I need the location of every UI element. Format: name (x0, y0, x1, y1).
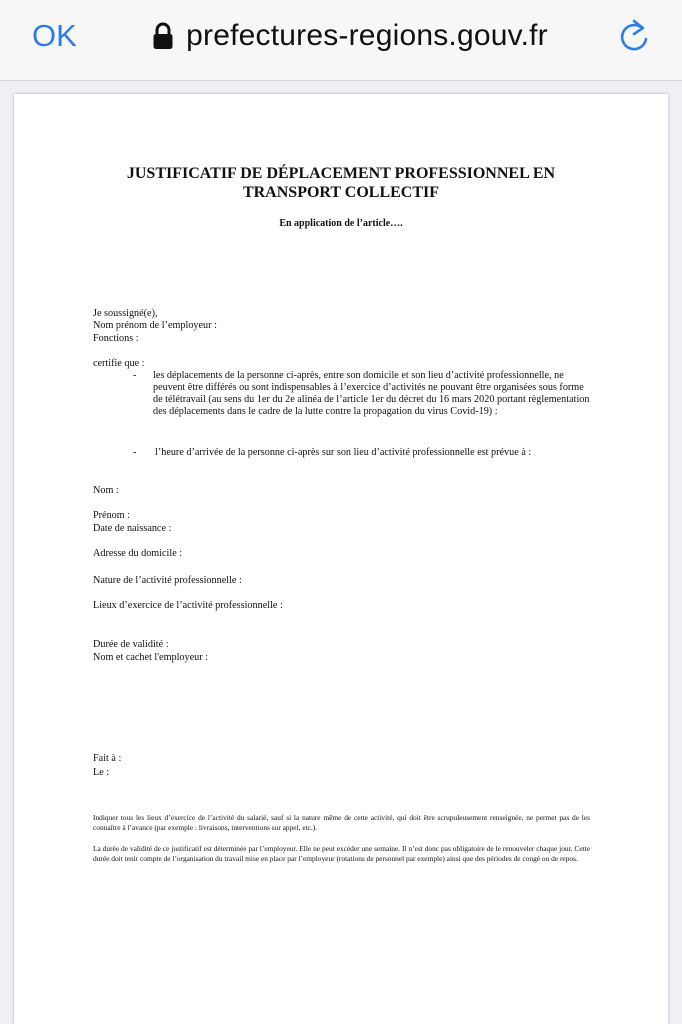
address-bar[interactable] (120, 14, 580, 58)
address-label: Adresse du domicile : (93, 548, 183, 559)
activity-nature-label: Nature de l’activité professionnelle : (93, 575, 242, 586)
soussigne-label: Je soussigné(e), (93, 308, 158, 319)
bullet-dash-2: - (133, 447, 137, 458)
done-button[interactable]: OK (32, 18, 77, 53)
reload-icon[interactable] (619, 18, 651, 54)
title-line-2: TRANSPORT COLLECTIF (242, 184, 440, 201)
prenom-label: Prénom : (93, 510, 131, 521)
nom-label: Nom : (93, 485, 119, 496)
bullet-dash-1: - (133, 370, 137, 381)
document-subtitle: En application de l’article…. (279, 218, 403, 229)
pdf-page[interactable] (14, 94, 668, 1024)
employer-stamp-label: Nom et cachet l'employeur : (93, 652, 208, 663)
activity-places-label: Lieux d’exercice de l’activité professionnelle : (93, 600, 283, 611)
date-le-label: Le : (93, 767, 110, 778)
validity-label: Durée de validité : (93, 639, 169, 650)
lock-icon (152, 22, 174, 50)
title-line-1: JUSTIFICATIF DE DÉPLACEMENT PROFESSIONNEL EN (126, 165, 556, 182)
employer-name-label: Nom prénom de l’employeur : (93, 320, 217, 331)
url-text: prefectures-regions.gouv.fr (186, 19, 548, 52)
document-title (84, 164, 598, 202)
fait-a-label: Fait à : (93, 753, 122, 764)
birthdate-label: Date de naissance : (93, 523, 172, 534)
bullet-1-text: les déplacements de la personne ci-après, entre son domicile et son lieu d’activité professionnelle, ne peuvent être différés ou sont indispensables à l’exercice d’activités ne pouvant être organisées sous forme de télétravail (au sens du 1er du 2e alinéa de l’article 1er du décret du 16 mars 2020 portant règlementation des déplacements dans le cadre de la lutte contre la propagation du virus Covid-19) : (153, 370, 590, 417)
bullet-2-text: l’heure d’arrivée de la personne ci-après sur son lieu d’activité professionnelle est prévue à : (155, 447, 532, 458)
browser-toolbar (0, 0, 682, 81)
functions-label: Fonctions : (93, 333, 139, 344)
footnote-2: La durée de validité de ce justificatif est déterminée par l’employeur. Elle ne peut excéder une semaine. Il n’est donc pas obligatoire de le renouveler chaque jour. Cette durée doit tenir compte de l’organisation du travail mise en place par l’employeur (rotations de personnel par exemple) ainsi que des périodes de congé ou de repos. (93, 844, 590, 863)
certifie-label: certifie que : (93, 358, 145, 369)
footnote-1: Indiquer tous les lieux d’exercice de l’activité du salarié, sauf si la nature même de cette activité, qui doit être scrupuleusement renseignée, ne permet pas de les connaître à l’avance (par exemple : livraisons, interventions sur appel, etc.). (93, 813, 590, 832)
